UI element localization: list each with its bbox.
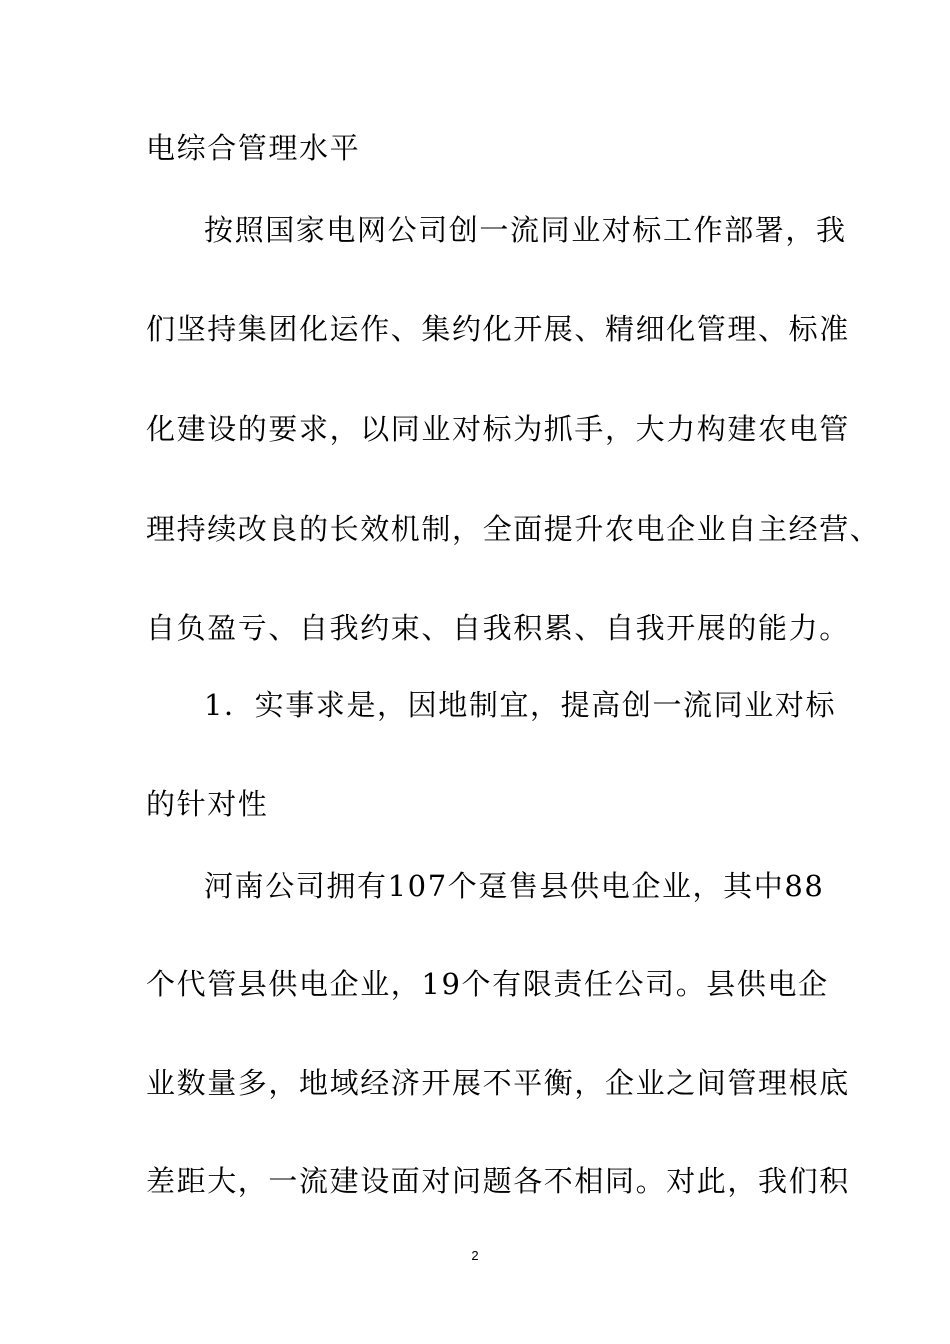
page-number: 2 [471, 1248, 479, 1263]
text-line-11: 业数量多，地域经济开展不平衡，企业之间管理根底 [146, 1066, 850, 1100]
text-line-6: 自负盈亏、自我约束、自我积累、自我开展的能力。 [146, 611, 850, 645]
text-line-3: 们坚持集团化运作、集约化开展、精细化管理、标准 [146, 312, 850, 346]
text-line-9: 河南公司拥有107个趸售县供电企业，其中88 [204, 869, 825, 903]
text-line-10: 个代管县供电企业，19个有限责任公司。县供电企 [146, 967, 829, 1001]
text-line-2: 按照国家电网公司创一流同业对标工作部署，我 [204, 213, 847, 247]
text-line-4: 化建设的要求，以同业对标为抓手，大力构建农电管 [146, 412, 850, 446]
text-line-5: 理持续改良的长效机制，全面提升农电企业自主经营、 [146, 512, 881, 546]
text-line-8: 的针对性 [146, 787, 269, 821]
text-line-12: 差距大，一流建设面对问题各不相同。对此，我们积 [146, 1164, 850, 1198]
text-line-1: 电综合管理水平 [146, 131, 361, 165]
text-line-7: 1．实事求是，因地制宜，提高创一流同业对标 [204, 688, 837, 722]
